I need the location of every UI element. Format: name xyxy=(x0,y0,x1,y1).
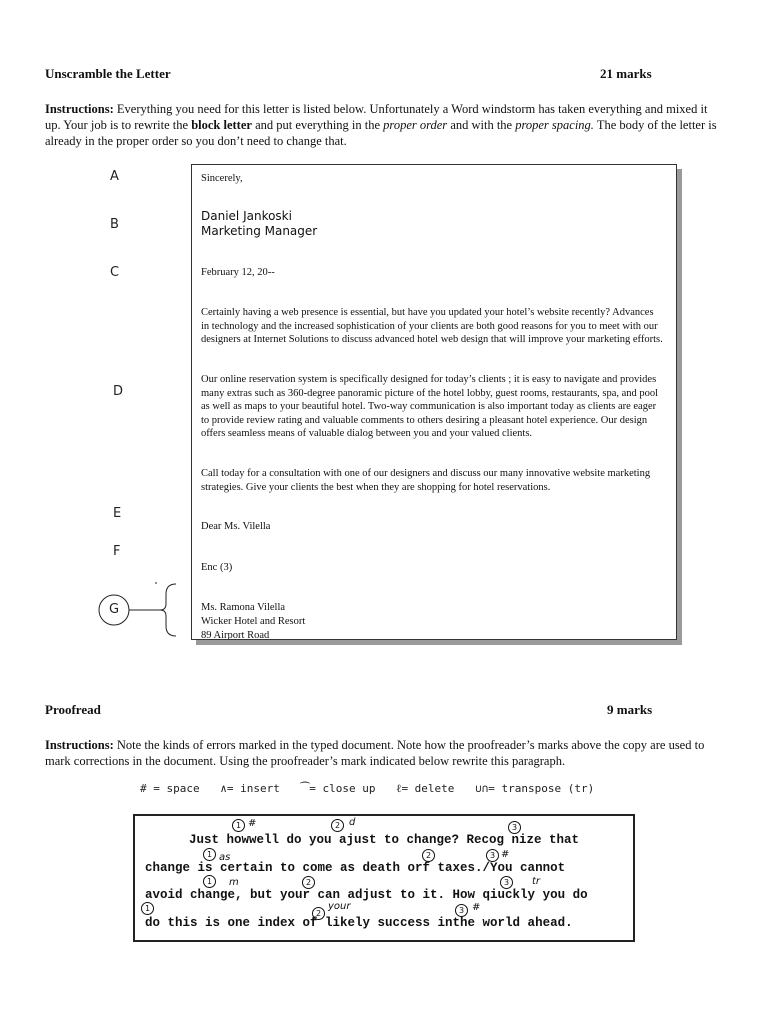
label-g: G xyxy=(109,602,120,617)
letter-salutation: Dear Ms. Vilella xyxy=(201,521,271,532)
letter-enclosure: Enc (3) xyxy=(201,562,233,573)
instructions-text: and put everything in the xyxy=(251,118,384,132)
legend-space: # = space xyxy=(140,782,200,795)
mark-circle-2: 2 xyxy=(302,876,315,889)
instructions-unscramble xyxy=(45,101,717,149)
letter-body-para2: Our online reservation system is specifically designed for today’s clients ; it is easy to navigate and provides many extras such as 360-degree panoramic picture of the hotel lobby, guest rooms, restaurants, spa, and pool as well as maps to your beautiful hotel. Two-way communication is also important today as clients are eager to provide review rating and valuable comments to others desiring a pleasant hotel experience. Our design offers seamless means of valuable dialog between you and your valued clients. xyxy=(201,374,659,439)
label-a: A xyxy=(110,169,119,184)
section-title-proofread: Proofread xyxy=(45,702,101,717)
mark-circle-3: 3 xyxy=(486,849,499,862)
instructions-bold: block letter xyxy=(191,118,252,132)
letter-date: February 12, 20-- xyxy=(201,267,275,278)
instructions-italic: proper order xyxy=(383,118,448,132)
mark-circle-3: 3 xyxy=(508,821,521,834)
letter-address-line1: Ms. Ramona Vilella xyxy=(201,602,286,613)
mark-circle-2: 2 xyxy=(331,819,344,832)
mark-circle-1: 1 xyxy=(203,848,216,861)
proofreader-marks-legend xyxy=(140,782,608,795)
letter-closing: Sincerely, xyxy=(201,173,243,184)
instructions-text: Everything you need for this letter is listed below. Unfortunately a Word windstorm has taken everything and mixed it up. Your job is to rewrite the xyxy=(45,102,708,132)
letter-body-para1: Certainly having a web presence is essential, but have you updated your hotel’s website recently? Advances in technology and the increased sophistication of your clients are both good reasons for you to meet with our designers at Internet Solutions to discuss advanced hotel web design that will improve your marketing efforts. xyxy=(201,307,663,345)
mark-transpose-tr: tr xyxy=(532,876,541,887)
section-marks-proofread: 9 marks xyxy=(607,702,653,717)
mark-circle-3: 3 xyxy=(500,876,513,889)
instructions-label: Instructions: xyxy=(45,738,114,752)
mark-delete-d: d xyxy=(349,817,356,828)
legend-delete: ℓ= delete xyxy=(396,782,455,795)
label-d: D xyxy=(113,384,124,399)
mark-space: # xyxy=(472,902,481,913)
legend-close-up: ⁀= close up xyxy=(300,782,376,795)
letter-sender-title: Marketing Manager xyxy=(201,224,318,238)
mark-insert-m: m xyxy=(229,877,239,888)
mark-circle-1: 1 xyxy=(232,819,245,832)
letter-address-line3: 89 Airport Road xyxy=(201,630,270,640)
mark-circle-2: 2 xyxy=(312,907,325,920)
mark-circle-1: 1 xyxy=(203,875,216,888)
instructions-label: Instructions: xyxy=(45,102,114,116)
typed-line-3: avoid change, but your can adjust to it. How qiuckly you do xyxy=(145,888,588,902)
mark-insert-as: as xyxy=(219,852,231,863)
label-b: B xyxy=(110,217,119,232)
instructions-text: The body of the letter is already in the proper order so you don’t need to change that. xyxy=(45,118,717,148)
mark-space: # xyxy=(248,818,257,829)
mark-insert-your: your xyxy=(328,901,351,912)
instructions-text: Note the kinds of errors marked in the typed document. Note how the proofreader’s marks above the copy are used to mark corrections in the document. Using the proofreader’s mark indicated below rewrite this paragraph. xyxy=(45,738,705,768)
letter-body-para3: Call today for a consultation with one of our designers and discuss our many innovative website marketing strategies. Give your clients the best when they are shopping for hotel reservations. xyxy=(201,468,651,493)
instructions-proofread xyxy=(45,737,717,769)
instructions-italic: proper spacing. xyxy=(515,118,594,132)
typed-line-1: Just howwell do you ajust to change? Recog nize that xyxy=(189,833,580,847)
scrambled-letter-box xyxy=(191,164,677,640)
mark-circle-3: 3 xyxy=(455,904,468,917)
section-marks-unscramble: 21 marks xyxy=(600,66,652,81)
instructions-text: and with the xyxy=(447,118,516,132)
label-e: E xyxy=(113,506,122,521)
legend-transpose: ∪∩= transpose (tr) xyxy=(475,782,595,795)
legend-insert: ∧= insert xyxy=(220,782,280,795)
label-f: F xyxy=(113,544,121,559)
label-c: C xyxy=(110,265,120,280)
section-title-unscramble: Unscramble the Letter xyxy=(45,66,171,81)
mark-circle-1: 1 xyxy=(141,902,154,915)
typed-line-4: do this is one index of likely success inthe world ahead. xyxy=(145,916,573,930)
mark-space: # xyxy=(501,849,510,860)
typed-document xyxy=(133,814,635,942)
letter-sender-name: Daniel Jankoski xyxy=(201,209,292,223)
typed-line-2: change is certain to come as death orf taxes./You cannot xyxy=(145,861,566,875)
letter-address-line2: Wicker Hotel and Resort xyxy=(201,616,306,627)
mark-circle-2: 2 xyxy=(422,849,435,862)
